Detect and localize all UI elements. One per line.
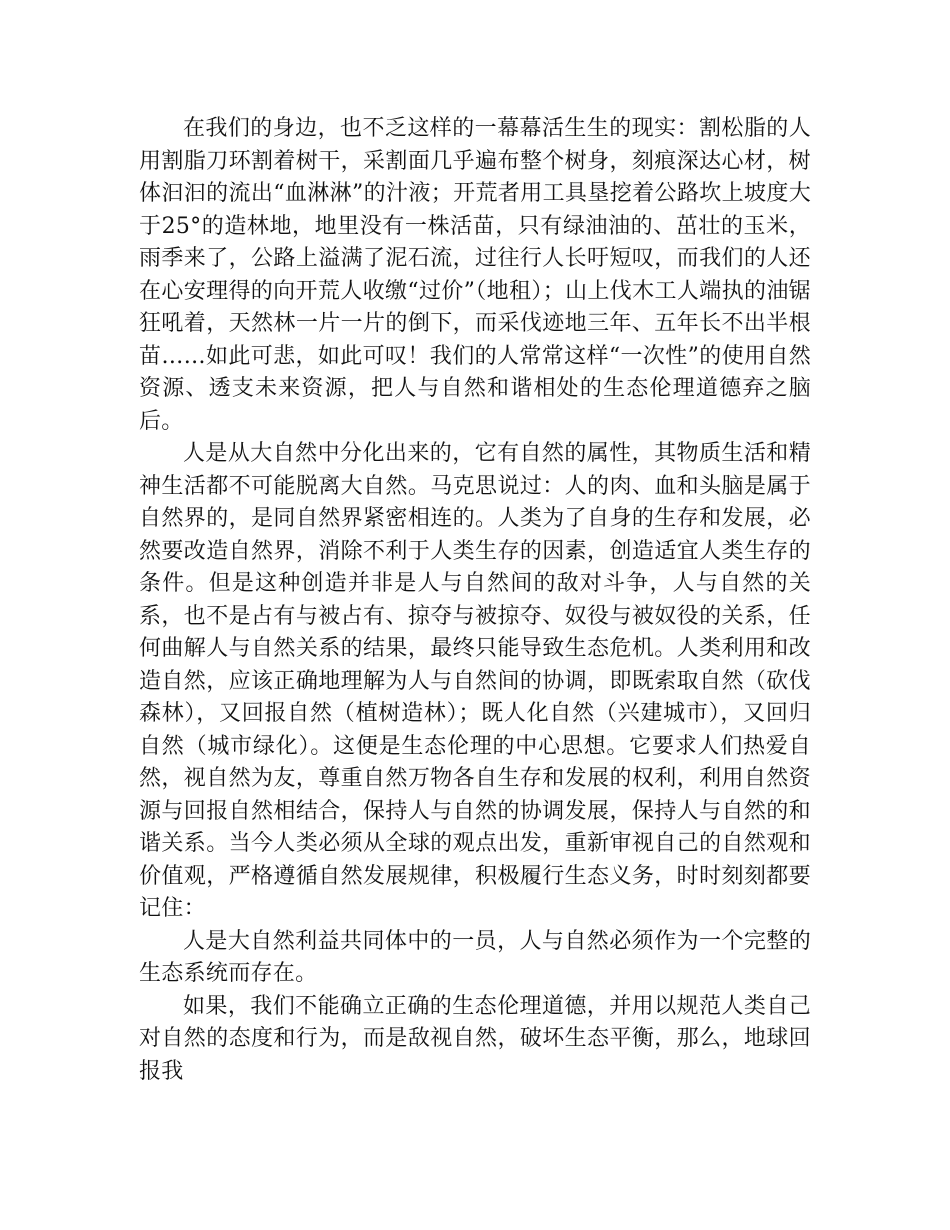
document-body xyxy=(139,113,811,1088)
paragraph-2: 人是从大自然中分化出来的，它有自然的属性，其物质生活和精神生活都不可能脱离大自然。马克思说过：人的肉、血和头脑是属于自然界的，是同自然界紧密相连的。人类为了自身的生存和发展，必然要改造自然界，消除不利于人类生存的因素，创造适宜人类生存的条件。但是这种创造并非是人与自然间的敌对斗争，人与自然的关系，也不是占有与被占有、掠夺与被掠夺、奴役与被奴役的关系，任何曲解人与自然关系的结果，最终只能导致生态危机。人类利用和改造自然，应该正确地理解为人与自然间的协调，即既索取自然（砍伐森林），又回报自然（植树造林）；既人化自然（兴建城市），又回归自然（城市绿化）。这便是生态伦理的中心思想。它要求人们热爱自然，视自然为友，尊重自然万物各自生存和发展的权利，利用自然资源与回报自然相结合，保持人与自然的协调发展，保持人与自然的和谐关系。当今人类必须从全球的观点出发，重新审视自己的自然观和价值观，严格遵循自然发展规律，积极履行生态义务，时时刻刻都要记住： xyxy=(139,441,811,921)
paragraph-4: 如果，我们不能确立正确的生态伦理道德，并用以规范人类自己对自然的态度和行为，而是敌视自然，破坏生态平衡，那么，地球回报我 xyxy=(139,993,811,1084)
paragraph-1: 在我们的身边，也不乏这样的一幕幕活生生的现实：割松脂的人用割脂刀环割着树干，采割面几乎遍布整个树身，刻痕深达心材，树体汩汩的流出“血淋淋”的汁液；开荒者用工具垦挖着公路坎上坡度大于25°的造林地，地里没有一株活苗，只有绿油油的、茁壮的玉米，雨季来了，公路上溢满了泥石流，过往行人长吁短叹，而我们的人还在心安理得的向开荒人收缴“过价”（地租）；山上伐木工人端执的油锯狂吼着，天然林一片一片的倒下，而采伐迹地三年、五年长不出半根苗……如此可悲，如此可叹！我们的人常常这样“一次性”的使用自然资源、透支未来资源，把人与自然和谐相处的生态伦理道德弃之脑后。 xyxy=(139,116,811,434)
paragraph-3: 人是大自然利益共同体中的一员，人与自然必须作为一个完整的生态系统而存在。 xyxy=(139,928,811,986)
